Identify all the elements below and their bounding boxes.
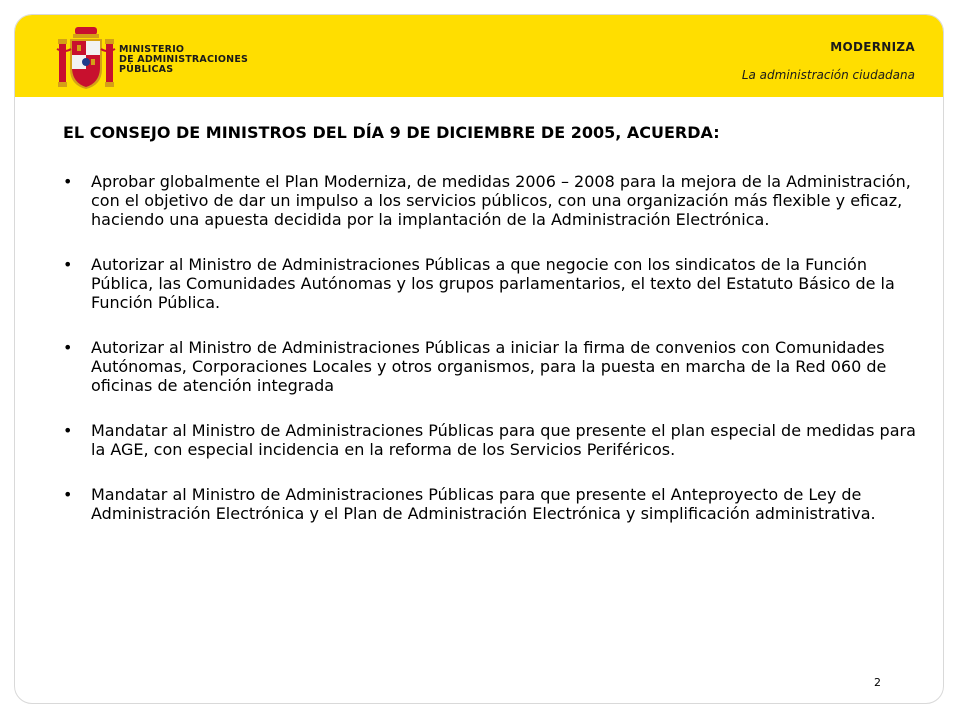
ministry-line: MINISTERIO	[119, 44, 185, 55]
brand-tagline: La administración ciudadana	[741, 68, 915, 82]
ministry-name	[119, 45, 248, 75]
list-item-text: Autorizar al Ministro de Administraciones Públicas a iniciar la firma de convenios con Comunidades Autónomas, Corporaciones Locales y otros organismos, para la puesta en marcha de la Red 060 de oficinas de atención integrada	[91, 338, 887, 395]
brand-block	[742, 40, 915, 82]
bullet-icon: •	[63, 255, 73, 274]
list-item	[63, 338, 933, 395]
list-item	[63, 172, 933, 229]
header-bar	[15, 15, 943, 97]
coat-of-arms-icon	[55, 25, 117, 95]
list-item-text: Mandatar al Ministro de Administraciones Públicas para que presente el plan especial de medidas para la AGE, con especial incidencia en la reforma de los Servicios Periféricos.	[91, 421, 916, 459]
list-item	[63, 485, 933, 523]
slide	[14, 14, 944, 704]
list-item	[63, 255, 933, 312]
list-item-text: Aprobar globalmente el Plan Moderniza, de medidas 2006 – 2008 para la mejora de la Administración, con el objetivo de dar un impulso a los servicios públicos, con una organización más flexible y eficaz, haciendo una apuesta decidida por la implantación de la Administración Electrónica.	[91, 172, 911, 229]
brand-title: MODERNIZA	[830, 40, 915, 54]
page-number: 2	[874, 676, 881, 689]
main-content	[63, 123, 933, 549]
page-title: EL CONSEJO DE MINISTROS DEL DÍA 9 DE DICIEMBRE DE 2005, ACUERDA:	[63, 123, 720, 142]
list-item	[63, 421, 933, 459]
bullet-icon: •	[63, 421, 73, 440]
list-item-text: Autorizar al Ministro de Administraciones Públicas a que negocie con los sindicatos de la Función Pública, las Comunidades Autónomas y los grupos parlamentarios, el texto del Estatuto Básico de la Función Pública.	[91, 255, 895, 312]
list-item-text: Mandatar al Ministro de Administraciones Públicas para que presente el Anteproyecto de Ley de Administración Electrónica y el Plan de Administración Electrónica y simplificación administrativa.	[91, 485, 876, 523]
agreement-list	[63, 172, 933, 523]
bullet-icon: •	[63, 338, 73, 357]
ministry-line: DE ADMINISTRACIONES	[119, 54, 249, 65]
bullet-icon: •	[63, 485, 73, 504]
ministry-line: PÚBLICAS	[119, 64, 174, 75]
bullet-icon: •	[63, 172, 73, 191]
